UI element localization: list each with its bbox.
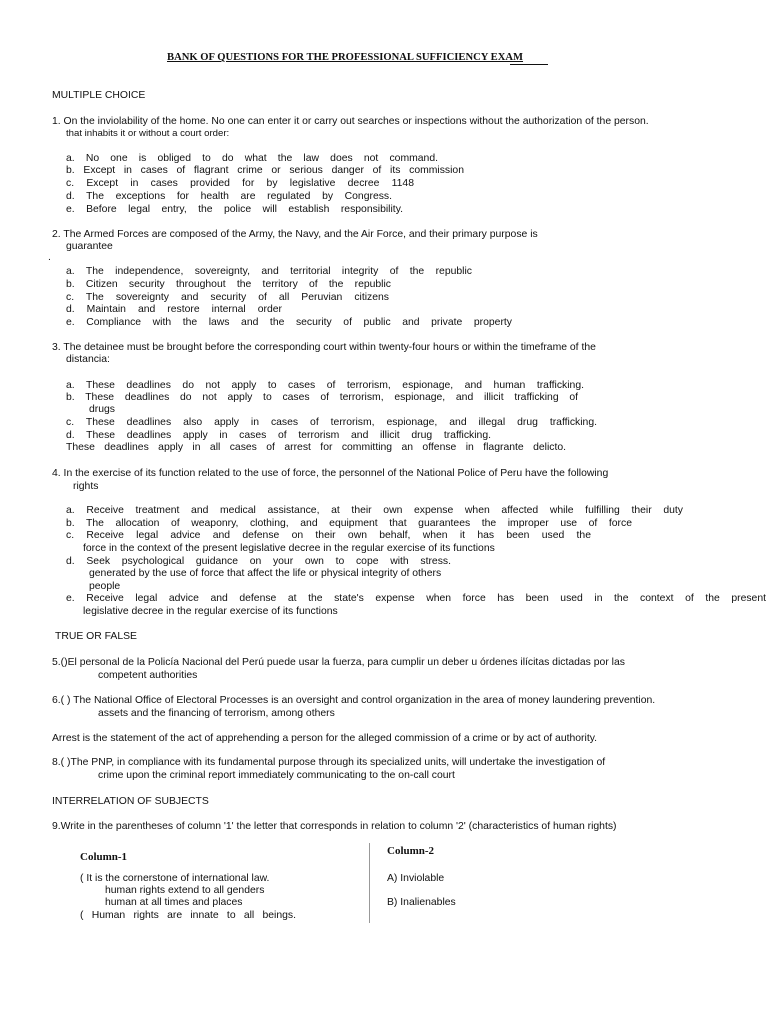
question-1-text-cont: that inhabits it or without a court order: (66, 128, 230, 139)
question-3-option-a: a. These deadlines do not apply to cases of terrorism, espionage, and human trafficking. (66, 380, 584, 391)
question-1-option-b: b. Except in cases of flagrant crime or serious danger of its commission (66, 165, 464, 176)
column-2-heading: Column-2 (387, 845, 435, 857)
question-3-text: 3. The detainee must be brought before the corresponding court within twenty-four hours or within the timeframe of the (52, 342, 596, 353)
question-4-option-d: d. Seek psychological guidance on your own to cope with stress. (66, 556, 451, 567)
question-1-option-e: e. Before legal entry, the police will establish responsibility. (66, 204, 403, 215)
question-1-text: 1. On the inviolability of the home. No one can enter it or carry out searches or inspections without the authorization of the person. (52, 116, 649, 127)
question-2-option-b: b. Citizen security throughout the territory of the republic (66, 279, 391, 290)
question-4-text: 4. In the exercise of its function related to the use of force, the personnel of the National Police of Peru have the following (52, 468, 609, 479)
section-true-false: TRUE OR FALSE (55, 631, 137, 642)
page-title: BANK OF QUESTIONS FOR THE PROFESSIONAL SUFFICIENCY EXAM (167, 52, 524, 63)
stray-dot: . (48, 252, 51, 263)
column-1-heading: Column-1 (80, 851, 128, 863)
question-2-option-e: e. Compliance with the laws and the security of public and private property (66, 317, 512, 328)
question-5-text-cont: competent authorities (98, 670, 198, 681)
question-9-text: 9.Write in the parentheses of column '1' the letter that corresponds in relation to column '2' (characteristics of human rights) (52, 821, 617, 832)
question-5-text: 5.()El personal de la Policía Nacional del Perú puede usar la fuerza, para cumplir un deber u órdenes ilícitas dictadas por las (52, 657, 625, 668)
question-4-option-d-cont: generated by the use of force that affect the life or physical integrity of others (89, 568, 442, 579)
question-1-option-c: c. Except in cases provided for by legislative decree 1148 (66, 178, 414, 189)
column-1-row-2: ( Human rights are innate to all beings. (80, 910, 296, 921)
question-4-option-c-cont: force in the context of the present legislative decree in the regular exercise of its functions (83, 543, 495, 554)
question-4-option-b: b. The allocation of weaponry, clothing, and equipment that guarantees the improper use of force (66, 518, 632, 529)
column-1-row-1-cont2: human at all times and places (105, 897, 243, 908)
question-3-text-cont: distancia: (66, 354, 110, 365)
question-4-option-e-cont: legislative decree in the regular exercise of its functions (83, 606, 338, 617)
column-1-row-1-cont: human rights extend to all genders (105, 885, 265, 896)
section-interrelation: INTERRELATION OF SUBJECTS (52, 796, 209, 807)
title-underline (510, 64, 548, 65)
column-2-item-a: A) Inviolable (387, 873, 445, 884)
question-2-text: 2. The Armed Forces are composed of the Army, the Navy, and the Air Force, and their primary purpose is (52, 229, 538, 240)
question-1-option-d: d. The exceptions for health are regulated by Congress. (66, 191, 392, 202)
question-4-option-a: a. Receive treatment and medical assistance, at their own expense when affected while fulfilling their duty (66, 505, 683, 516)
question-6-text: 6.( ) The National Office of Electoral Processes is an oversight and control organization in the area of money laundering prevention. (52, 695, 656, 706)
question-8-text-cont: crime upon the criminal report immediately communicating to the on-call court (98, 770, 455, 781)
question-2-option-c: c. The sovereignty and security of all Peruvian citizens (66, 292, 389, 303)
question-4-text-cont: rights (73, 481, 99, 492)
section-multiple-choice: MULTIPLE CHOICE (52, 90, 146, 101)
column-2-item-b: B) Inalienables (387, 897, 456, 908)
question-8-text: 8.( )The PNP, in compliance with its fundamental purpose through its specialized units, will undertake the investigation of (52, 757, 606, 768)
question-3-option-b-cont: drugs (89, 404, 115, 415)
column-1-row-1: ( It is the cornerstone of international law. (80, 873, 270, 884)
question-7-text: Arrest is the statement of the act of apprehending a person for the alleged commission of a crime or by act of authority. (52, 733, 598, 744)
column-divider (369, 843, 370, 923)
question-2-option-a: a. The independence, sovereignty, and territorial integrity of the republic (66, 266, 472, 277)
question-2-option-d: d. Maintain and restore internal order (66, 304, 282, 315)
question-6-text-cont: assets and the financing of terrorism, among others (98, 708, 335, 719)
question-3-option-d: d. These deadlines apply in cases of terrorism and illicit drug trafficking. (66, 430, 491, 441)
question-4-option-c: c. Receive legal advice and defense on their own behalf, when it has been used the (66, 530, 591, 541)
question-3-option-b: b. These deadlines do not apply to cases of terrorism, espionage, and illicit trafficking of (66, 392, 578, 403)
question-3-option-e: These deadlines apply in all cases of arrest for committing an offense in flagrante delicto. (66, 442, 566, 453)
question-2-text-cont: guarantee (66, 241, 113, 252)
question-1-option-a: a. No one is obliged to do what the law does not command. (66, 153, 438, 164)
question-4-option-e: e. Receive legal advice and defense at the state's expense when force has been used in the context of the present (66, 593, 766, 604)
question-4-option-d-cont2: people (89, 581, 121, 592)
question-3-option-c: c. These deadlines also apply in cases of terrorism, espionage, and illegal drug trafficking. (66, 417, 597, 428)
